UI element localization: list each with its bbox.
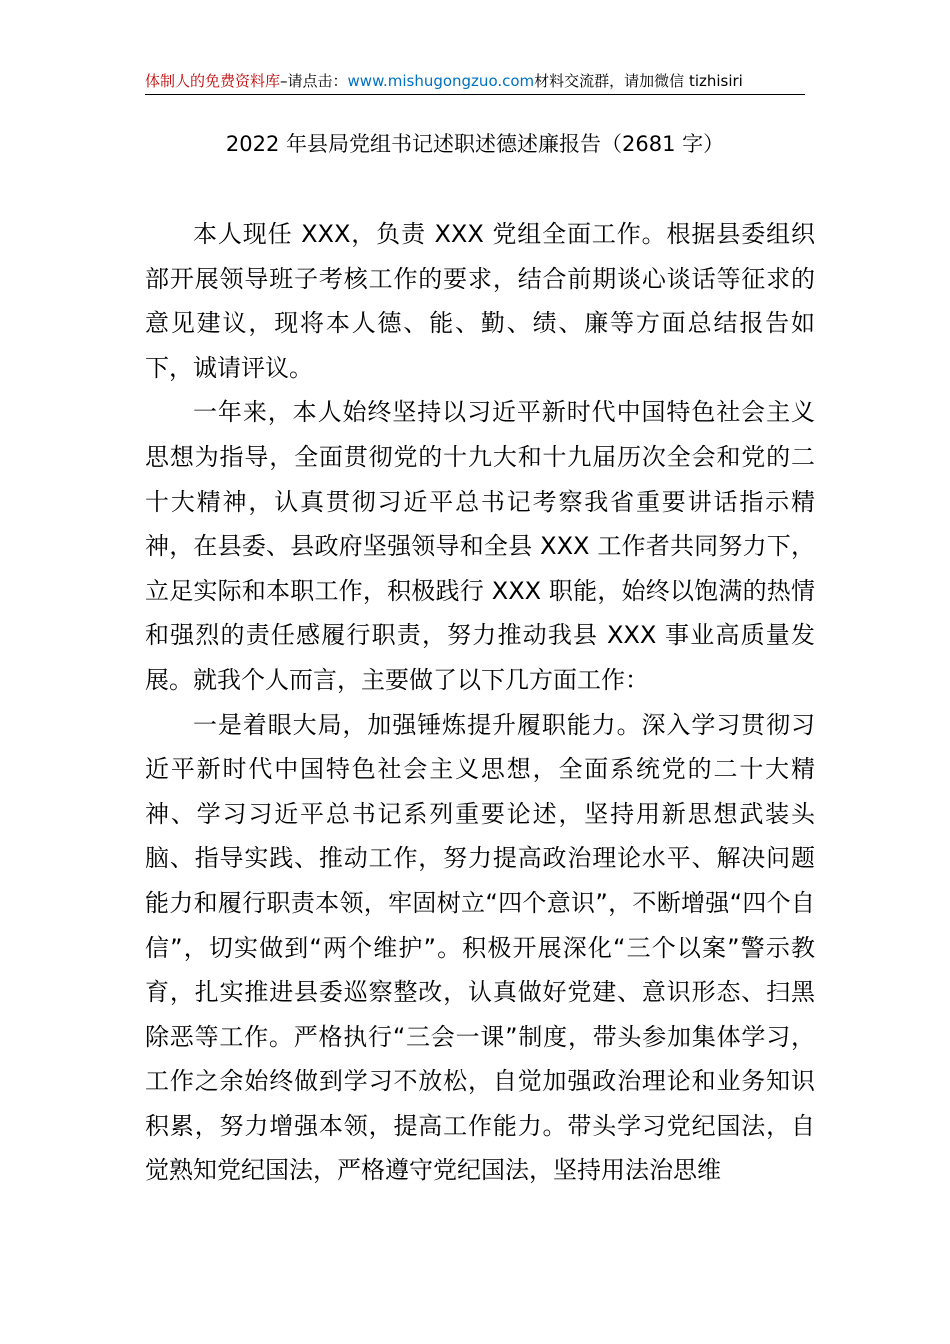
paragraph-intro: 本人现任 XXX，负责 XXX 党组全面工作。根据县委组织部开展领导班子考核工作的要求，结合前期谈心谈话等征求的意见建议，现将本人德、能、勤、绩、廉等方面总结报告如下，诚请评议。 <box>145 220 815 382</box>
header-website-link[interactable]: www.mishugongzuo.com <box>347 72 535 90</box>
paragraph-overview: 一年来，本人始终坚持以习近平新时代中国特色社会主义思想为指导，全面贯彻党的十九大和十九届历次全会和党的二十大精神，认真贯彻习近平总书记考察我省重要讲话指示精神，在县委、县政府坚强领导和全县 XXX 工作者共同努力下，立足实际和本职工作，积极践行 XXX 职能，始终以饱满的热情和强烈的责任感履行职责，努力推动我县 XXX 事业高质量发展。就我个人而言，主要做了以下几方面工作： <box>145 398 815 694</box>
document-body <box>145 212 815 1193</box>
paragraph-point-one: 一是着眼大局，加强锤炼提升履职能力。深入学习贯彻习近平新时代中国特色社会主义思想，全面系统党的二十大精神、学习习近平总书记系列重要论述，坚持用新思想武装头脑、指导实践、推动工作，努力提高政治理论水平、解决问题能力和履行职责本领，牢固树立“四个意识”，不断增强“四个自信”，切实做到“两个维护”。积极开展深化“三个以案”警示教育，扎实推进县委巡察整改，认真做好党建、意识形态、扫黑除恶等工作。严格执行“三会一课”制度，带头参加集体学习，工作之余始终做到学习不放松，自觉加强政治理论和业务知识积累，努力增强本领，提高工作能力。带头学习党纪国法，自觉熟知党纪国法，严格遵守党纪国法，坚持用法治思维 <box>145 710 815 1185</box>
page-header <box>145 68 805 95</box>
document-title: 2022 年县局党组书记述职述德述廉报告（2681 字） <box>225 132 725 156</box>
header-brand: 体制人的免费资料库 <box>145 72 281 90</box>
header-click-prompt: –请点击： <box>280 72 348 90</box>
header-wechat-note: 材料交流群，请加微信 tizhisiri <box>534 72 743 90</box>
